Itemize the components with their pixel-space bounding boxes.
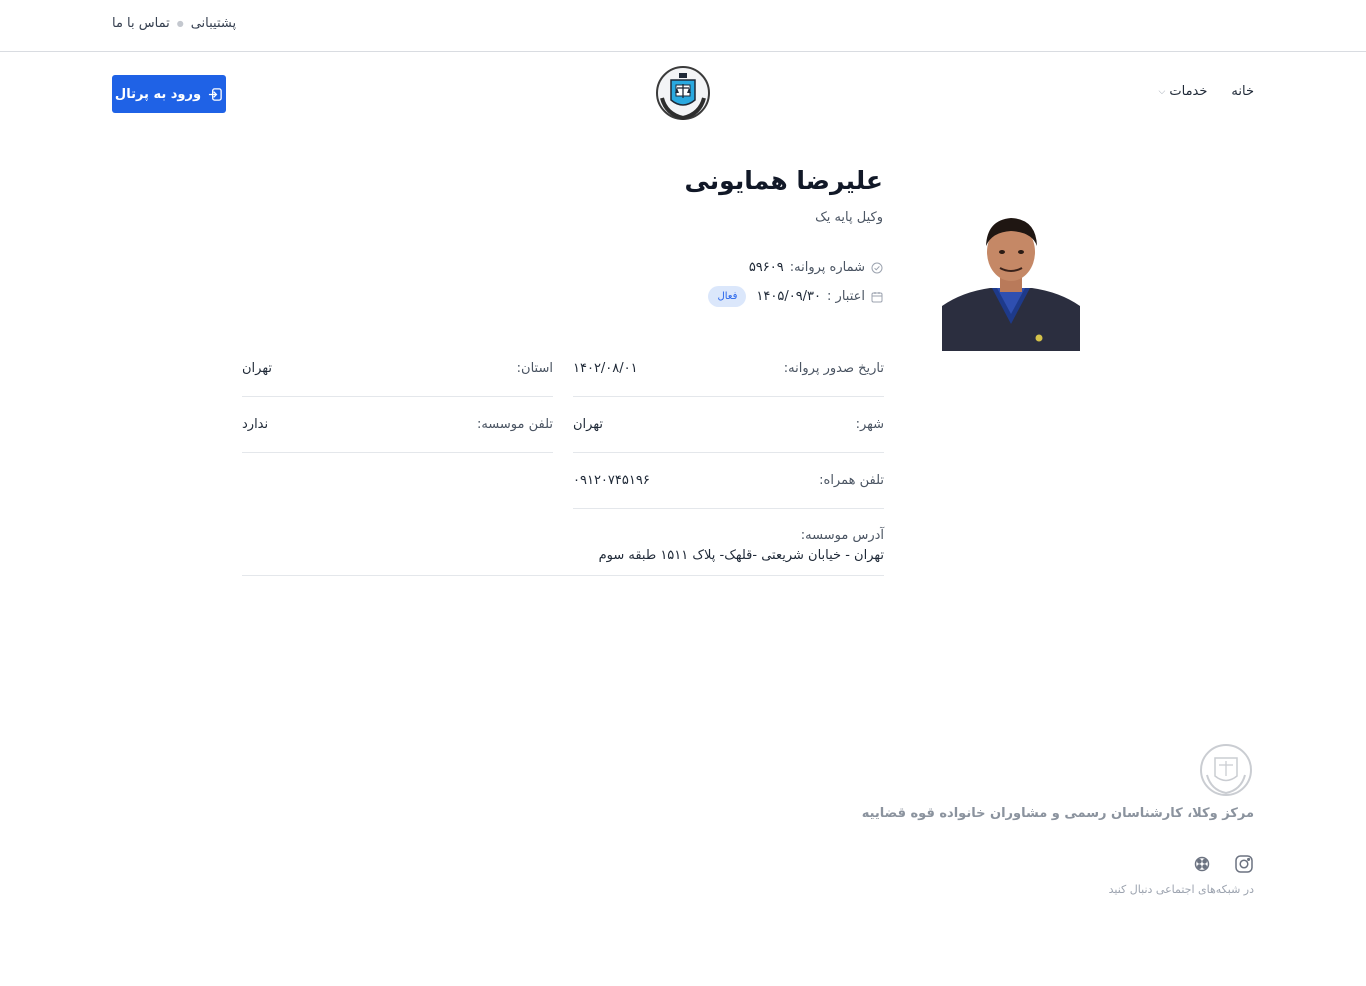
mobile-value[interactable]: ۰۹۱۲۰۷۴۵۱۹۶ <box>573 473 650 488</box>
mobile-label: تلفن همراه: <box>819 473 884 488</box>
top-links <box>112 16 236 31</box>
social-links <box>1192 854 1254 874</box>
nav-home-label: خانه <box>1231 84 1254 99</box>
address-field <box>242 528 884 576</box>
portal-login-label: ورود به پرتال <box>114 86 202 102</box>
address-label: آدرس موسسه: <box>800 528 884 543</box>
validity-date: ۱۴۰۵/۰۹/۳۰ <box>756 289 822 304</box>
calendar-icon <box>871 291 883 303</box>
nav-services-label: خدمات <box>1169 84 1208 99</box>
nav-services[interactable] <box>1159 84 1208 99</box>
lawyer-title: وکیل پایه یک <box>815 210 883 225</box>
validity-line <box>708 286 883 307</box>
issue-date-value: ۱۴۰۲/۰۸/۰۱ <box>573 361 638 376</box>
city-label: شهر: <box>855 417 884 432</box>
issue-date-label: تاریخ صدور پروانه: <box>783 361 884 376</box>
city-value: تهران <box>573 417 603 432</box>
social-follow-text: در شبکه‌های اجتماعی دنبال کنید <box>1108 883 1254 896</box>
chevron-down-icon: ⌵ <box>1158 86 1166 97</box>
issue-date-field <box>573 361 884 397</box>
login-icon <box>208 87 223 102</box>
lawyer-photo <box>942 206 1080 351</box>
main-nav <box>1159 84 1254 99</box>
institute-phone-label: تلفن موسسه: <box>476 417 553 432</box>
check-circle-icon <box>871 262 883 274</box>
contact-link[interactable]: تماس با ما <box>112 16 170 31</box>
nav-home[interactable] <box>1231 84 1254 99</box>
footer-judiciary-logo <box>1199 743 1253 797</box>
instagram-icon[interactable] <box>1234 854 1254 874</box>
province-field <box>242 361 553 397</box>
validity-label: اعتبار : <box>827 289 865 304</box>
judiciary-logo[interactable] <box>654 64 712 122</box>
separator-dot: ● <box>176 19 184 28</box>
city-field <box>573 417 884 453</box>
institute-phone-field <box>242 417 553 453</box>
province-value: تهران <box>242 361 272 376</box>
license-line <box>749 260 883 275</box>
portal-login-button[interactable] <box>112 75 226 113</box>
lawyer-name: علیرضا همایونی <box>684 166 883 195</box>
province-label: استان: <box>516 361 553 376</box>
mobile-field <box>573 473 884 509</box>
institute-phone-value: ندارد <box>242 417 269 432</box>
license-number: ۵۹۶۰۹ <box>748 260 784 275</box>
license-label: شماره پروانه: <box>789 260 865 275</box>
address-value: تهران - خیابان شریعتی -قلهک- پلاک ۱۵۱۱ طبقه سوم <box>598 548 884 563</box>
footer-title: مرکز وکلا، کارشناسان رسمی و مشاوران خانواده قوه قضاییه <box>861 806 1254 821</box>
status-badge: فعال <box>708 286 746 307</box>
aparat-icon[interactable] <box>1192 854 1212 874</box>
support-link[interactable]: پشتیبانی <box>190 16 237 31</box>
top-bar <box>0 0 1366 52</box>
